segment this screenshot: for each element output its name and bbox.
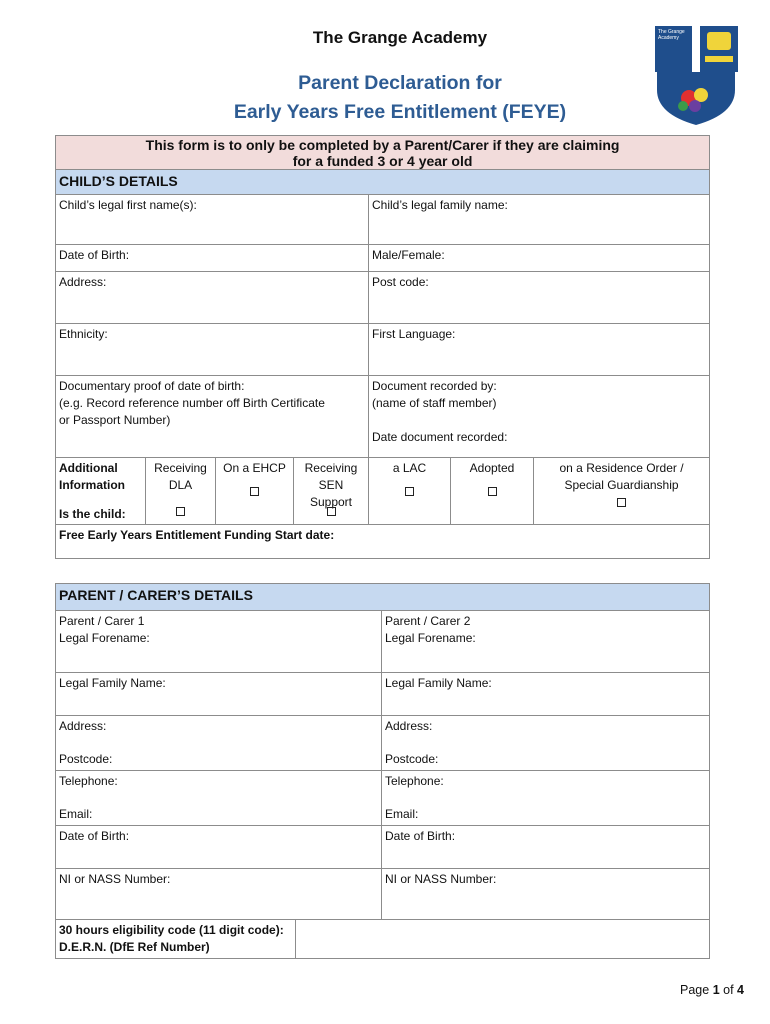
document-recorded-field[interactable]: [369, 376, 710, 458]
carer1-dob-field[interactable]: [56, 825, 382, 868]
option-lac: [369, 458, 451, 525]
parent-details-table: [55, 583, 710, 959]
option-sen: [294, 458, 369, 525]
carer1-address-field[interactable]: [56, 715, 382, 770]
option-sen-label-1: Receiving: [304, 461, 358, 475]
additional-info-label-1: Additional: [59, 461, 118, 475]
carer1-ni-field[interactable]: [56, 868, 382, 919]
child-postcode-label: Post code:: [372, 275, 429, 289]
child-gender-label: Male/Female:: [372, 248, 445, 262]
carer2-postcode-label: Postcode:: [385, 751, 439, 766]
carer1-email-label: Email:: [59, 806, 93, 821]
carer1-postcode-label: Postcode:: [59, 751, 113, 766]
page-current: 1: [712, 983, 720, 997]
carer1-forename-label: Legal Forename:: [59, 631, 150, 645]
date-recorded-label: Date document recorded:: [372, 430, 508, 444]
recorded-by-label: Document recorded by:: [372, 379, 497, 393]
school-name: The Grange Academy: [312, 28, 488, 47]
childs-details-table: [55, 135, 710, 559]
carer2-address-field[interactable]: [382, 715, 710, 770]
academy-logo-text: The Grange Academy: [658, 29, 685, 41]
child-first-name-field[interactable]: [56, 195, 369, 245]
option-sen-label-2: SEN: [318, 478, 344, 492]
eligibility-code-label: 30 hours eligibility code (11 digit code):: [59, 922, 284, 937]
ehcp-checkbox[interactable]: [250, 487, 259, 496]
carer2-dob-field[interactable]: [382, 825, 710, 868]
child-dob-field[interactable]: [56, 245, 369, 272]
carer2-ni-field[interactable]: [382, 868, 710, 919]
carer1-forename-field[interactable]: [56, 630, 382, 672]
parent-details-heading: PARENT / CARER’S DETAILS: [56, 584, 710, 611]
child-ethnicity-field[interactable]: [56, 324, 369, 376]
carer1-dob-label: Date of Birth:: [59, 828, 130, 843]
option-ehcp: [216, 458, 294, 525]
carer1-ni-label: NI or NASS Number:: [59, 871, 171, 886]
carer2-family-name-field[interactable]: [382, 672, 710, 715]
carer2-dob-label: Date of Birth:: [385, 828, 456, 843]
page-number: [680, 983, 744, 997]
child-gender-field[interactable]: [369, 245, 710, 272]
additional-info-cell: [56, 458, 146, 525]
option-residence-order: [534, 458, 710, 525]
sen-checkbox[interactable]: [327, 507, 336, 516]
carer2-ni-label: NI or NASS Number:: [385, 871, 497, 886]
birth-proof-label: Documentary proof of date of birth:: [59, 379, 245, 393]
carer2-address-label: Address:: [385, 718, 433, 733]
form-title-line1: Parent Declaration for: [298, 72, 502, 94]
academy-logo: [655, 26, 692, 72]
child-family-name-field[interactable]: [369, 195, 710, 245]
funding-start-field[interactable]: [56, 525, 710, 559]
eligibility-notice: [56, 136, 710, 170]
carer1-heading: Parent / Carer 1: [56, 611, 382, 631]
child-language-label: First Language:: [372, 327, 456, 341]
option-lac-label: a LAC: [392, 461, 427, 475]
child-postcode-field[interactable]: [369, 272, 710, 324]
recorded-by-hint: (name of staff member): [372, 396, 497, 410]
form-title-line2: Early Years Free Entitlement (FEYE): [233, 101, 567, 123]
carer2-family-name-label: Legal Family Name:: [385, 675, 492, 690]
option-adopted-label: Adopted: [469, 461, 515, 475]
option-sen-label-3: Support: [309, 495, 353, 509]
notice-line2: for a funded 3 or 4 year old: [292, 153, 473, 169]
option-ehcp-label: On a EHCP: [223, 461, 286, 475]
option-dla: [146, 458, 216, 525]
residence-order-checkbox[interactable]: [617, 498, 626, 507]
carer1-contact-field[interactable]: [56, 770, 382, 825]
child-dob-label: Date of Birth:: [59, 248, 130, 262]
birth-proof-hint-2: or Passport Number): [59, 413, 171, 427]
option-dla-label-1: Receiving: [154, 461, 207, 475]
child-language-field[interactable]: [369, 324, 710, 376]
carer2-forename-field[interactable]: [382, 630, 710, 672]
child-address-label: Address:: [59, 275, 107, 289]
shield-logo: [655, 70, 737, 126]
lac-checkbox[interactable]: [405, 487, 414, 496]
eligibility-code-label-cell: [56, 919, 296, 958]
dern-label: D.E.R.N. (DfE Ref Number): [59, 939, 210, 954]
additional-info-label-2: Information: [59, 478, 125, 492]
crest-logo: [700, 26, 738, 72]
funding-start-label: Free Early Years Entitlement Funding Start date:: [59, 528, 335, 542]
carer1-family-name-field[interactable]: [56, 672, 382, 715]
childs-details-heading: CHILD’S DETAILS: [56, 170, 710, 195]
birth-proof-hint-1: (e.g. Record reference number off Birth Certificate: [59, 396, 325, 410]
carer2-heading: Parent / Carer 2: [382, 611, 710, 631]
notice-line1: This form is to only be completed by a Parent/Carer if they are claiming: [145, 137, 620, 153]
birth-proof-field[interactable]: [56, 376, 369, 458]
option-residence-label-1: on a Residence Order /: [559, 461, 684, 475]
carer2-telephone-label: Telephone:: [385, 773, 444, 788]
is-the-child-label: Is the child:: [59, 507, 126, 521]
carer2-forename-label: Legal Forename:: [385, 631, 476, 645]
eligibility-code-input[interactable]: [296, 919, 710, 958]
option-residence-label-2: Special Guardianship: [564, 478, 679, 492]
child-ethnicity-label: Ethnicity:: [59, 327, 108, 341]
child-family-name-label: Child’s legal family name:: [372, 198, 508, 212]
child-address-field[interactable]: [56, 272, 369, 324]
adopted-checkbox[interactable]: [488, 487, 497, 496]
carer1-family-name-label: Legal Family Name:: [59, 675, 166, 690]
page-of: of: [723, 983, 734, 997]
carer1-address-label: Address:: [59, 718, 107, 733]
child-first-name-label: Child’s legal first name(s):: [59, 198, 197, 212]
option-adopted: [451, 458, 534, 525]
page-total: 4: [737, 983, 744, 997]
carer1-telephone-label: Telephone:: [59, 773, 118, 788]
option-dla-label-2: DLA: [168, 478, 193, 492]
page-word: Page: [680, 983, 710, 997]
carer2-contact-field[interactable]: [382, 770, 710, 825]
dla-checkbox[interactable]: [176, 507, 185, 516]
carer2-email-label: Email:: [385, 806, 419, 821]
